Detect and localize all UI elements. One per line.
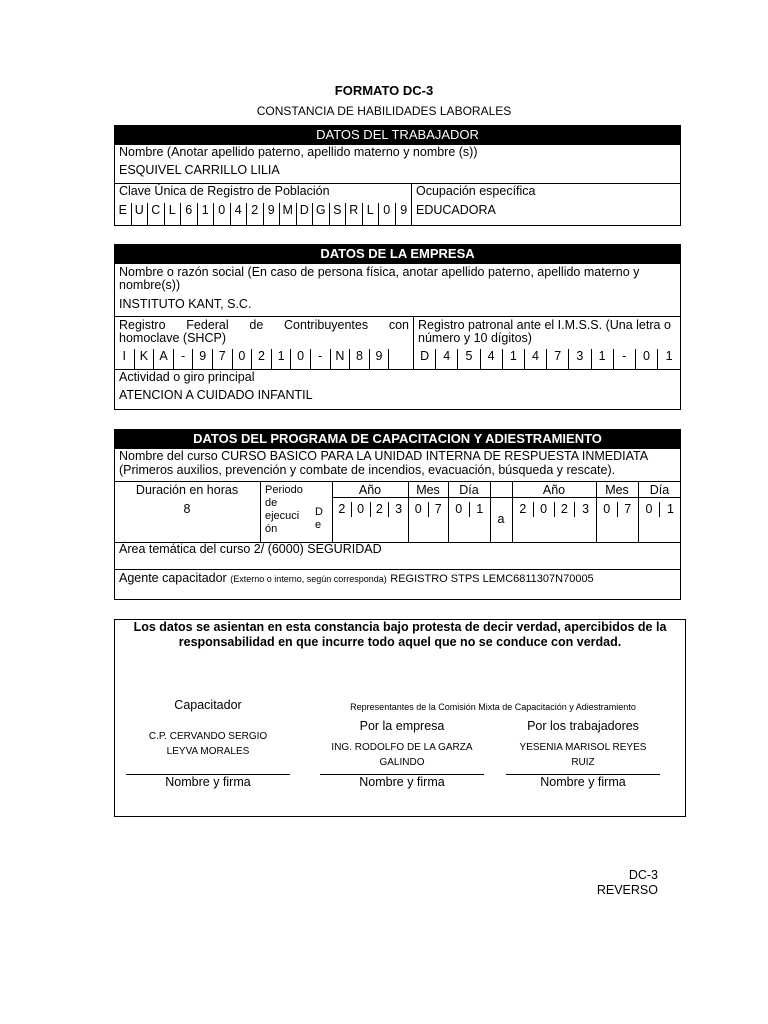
imss-label: Registro patronal ante el I.M.S.S. (Una letra o: [418, 318, 671, 332]
imss-chars-char: 4: [481, 349, 503, 369]
imss-chars-char: D: [414, 349, 436, 369]
programa-section-title: DATOS DEL PROGRAMA DE CAPACITACION Y ADIESTRAMIENTO: [114, 429, 681, 448]
rfc-chars-char: 9: [370, 349, 390, 369]
end-anio-char: 0: [534, 502, 555, 517]
curp-value: [115, 203, 412, 225]
periodo-label-2: de: [265, 497, 278, 509]
curp-chars-char: 4: [231, 203, 248, 225]
imss-chars-char: 1: [665, 349, 673, 363]
imss-chars-char: 1: [503, 349, 525, 369]
area-tematica: Área temática del curso 2/ (6000) SEGURIDAD: [119, 542, 382, 556]
imss-chars-char: -: [614, 349, 636, 369]
curp-chars-char: E: [115, 203, 132, 225]
divider: [114, 316, 681, 317]
divider: [260, 481, 261, 542]
divider: [114, 569, 681, 570]
empresa-label: Por la empresa: [359, 719, 445, 733]
start-mes-value: [409, 502, 448, 517]
rfc-label-cont: homoclave (SHCP): [119, 331, 226, 345]
curp-chars-char: 9: [264, 203, 281, 225]
start-dia-label: Día: [459, 483, 479, 497]
end-dia-char: 0: [639, 502, 660, 517]
curp-chars-char: 0: [379, 203, 396, 225]
trabajadores-name-1: YESENIA MARISOL REYES: [519, 742, 647, 753]
declaration-line-2: responsabilidad en que incurre todo aquel que no se conduce con verdad.: [178, 635, 622, 649]
curp-label: Clave Única de Registro de Población: [119, 184, 330, 198]
empresa-firma-label: Nombre y firma: [359, 775, 445, 789]
curp-chars-char: S: [330, 203, 347, 225]
nombre-value: ESQUIVEL CARRILLO LILIA: [119, 163, 280, 177]
agente-label: Agente capacitador: [119, 571, 227, 585]
end-dia-value: [639, 502, 681, 517]
trabajadores-name-2: RUIZ: [571, 757, 595, 768]
agente-capacitador: [119, 571, 594, 587]
curp-chars-char: R: [346, 203, 363, 225]
periodo-label-1: Periodo: [265, 484, 303, 496]
curp-chars-char: C: [148, 203, 165, 225]
end-mes-label: Mes: [605, 483, 629, 497]
imss-chars-char: 4: [525, 349, 547, 369]
trabajadores-label: Por los trabajadores: [527, 719, 639, 733]
razon-value: INSTITUTO KANT, S.C.: [119, 297, 252, 311]
agente-note: (Externo o interno, según corresponda): [230, 574, 387, 584]
periodo-label-3: ejecuci: [265, 510, 300, 522]
rfc-chars-char: 8: [350, 349, 370, 369]
capacitador-name-2: LEYVA MORALES: [166, 746, 250, 757]
end-mes-char: 0: [597, 502, 618, 517]
curp-chars-char: D: [297, 203, 314, 225]
capacitador-label: Capacitador: [174, 698, 242, 712]
end-mes-value: [597, 502, 638, 517]
de-label-1: D: [315, 506, 323, 518]
declaration-line-1: Los datos se asientan en esta constancia bajo protesta de decir verdad, apercibidos de la: [133, 620, 667, 634]
end-anio-label: Año: [542, 483, 566, 497]
start-anio-char: 2: [371, 502, 390, 517]
end-anio-value: [513, 502, 596, 517]
curp-chars-char: 0: [214, 203, 231, 225]
rfc-chars-char: 7: [213, 349, 233, 369]
imss-chars-char: 1: [592, 349, 614, 369]
actividad-label: Actividad o giro principal: [119, 370, 255, 384]
nombre-label: Nombre (Anotar apellido paterno, apellido materno y nombre (s)): [119, 145, 478, 159]
rfc-chars-char: [389, 349, 409, 369]
empresa-section-title: DATOS DE LA EMPRESA: [114, 244, 681, 263]
capacitador-firma-label: Nombre y firma: [165, 775, 251, 789]
curp-chars-char: L: [363, 203, 380, 225]
curp-chars-char: 1: [198, 203, 215, 225]
end-dia-label: Día: [649, 483, 670, 497]
comision-label: Representantes de la Comisión Mixta de Capacitación y Adiestramiento: [350, 702, 636, 712]
start-anio-char: 0: [352, 502, 371, 517]
start-anio-char: 3: [395, 502, 403, 516]
start-mes-char: 0: [409, 502, 429, 517]
end-anio-char: 3: [582, 502, 590, 516]
curso-name: Nombre del curso CURSO BASICO PARA LA UNIDAD INTERNA DE RESPUESTA INMEDIATA: [119, 449, 649, 463]
footer-side: REVERSO: [596, 883, 658, 897]
rfc-chars-char: A: [154, 349, 174, 369]
imss-chars-char: 4: [436, 349, 458, 369]
trabajador-section-title: DATOS DEL TRABAJADOR: [114, 125, 681, 144]
curp-chars-char: 6: [181, 203, 198, 225]
agente-value: REGISTRO STPS LEMC6811307N70005: [390, 573, 594, 585]
start-anio-label: Año: [358, 483, 382, 497]
razon-label-cont: nombre(s)): [119, 278, 181, 292]
curp-chars-char: M: [280, 203, 297, 225]
curso-description: (Primeros auxilios, prevención y combate de incendios, evacuación, búsqueda y rescate).: [119, 463, 616, 477]
start-dia-char: 1: [476, 502, 484, 516]
rfc-label: Registro Federal de Contribuyentes con: [119, 318, 409, 332]
imss-chars-char: 5: [458, 349, 480, 369]
periodo-label-4: ón: [265, 523, 278, 535]
end-dia-char: 1: [667, 502, 674, 516]
empresa-name-2: GALINDO: [379, 757, 425, 768]
actividad-value: ATENCION A CUIDADO INFANTIL: [119, 388, 313, 402]
curp-chars-char: L: [165, 203, 182, 225]
a-label: a: [497, 512, 505, 526]
curp-chars-char: 9: [400, 203, 408, 217]
rfc-chars-char: I: [115, 349, 135, 369]
rfc-chars-char: -: [174, 349, 194, 369]
curp-chars-char: U: [132, 203, 149, 225]
empresa-name-1: ING. RODOLFO DE LA GARZA: [331, 742, 473, 753]
ocupacion-value: EDUCADORA: [416, 203, 496, 217]
curp-chars-char: G: [313, 203, 330, 225]
start-anio-char: 2: [333, 502, 352, 517]
footer-code: DC-3: [628, 868, 658, 882]
duracion-value: 8: [183, 502, 191, 516]
start-dia-value: [449, 502, 490, 517]
rfc-chars-char: N: [331, 349, 351, 369]
trabajadores-firma-label: Nombre y firma: [540, 775, 626, 789]
rfc-chars-char: K: [135, 349, 155, 369]
start-anio-value: [333, 502, 408, 517]
razon-label: Nombre o razón social (En caso de persona física, anotar apellido paterno, apellido materno y: [119, 265, 640, 279]
end-mes-char: 7: [624, 502, 632, 516]
duracion-label: Duración en horas: [135, 483, 239, 497]
imss-value: [414, 349, 680, 369]
rfc-chars-char: 0: [233, 349, 253, 369]
imss-chars-char: 3: [569, 349, 591, 369]
rfc-chars-char: 1: [272, 349, 292, 369]
rfc-chars-char: 9: [193, 349, 213, 369]
start-dia-char: 0: [449, 502, 470, 517]
imss-chars-char: 0: [636, 349, 658, 369]
start-mes-char: 7: [434, 502, 442, 516]
document-title: FORMATO DC-3: [334, 83, 434, 98]
rfc-chars-char: 0: [291, 349, 311, 369]
document-subtitle: CONSTANCIA DE HABILIDADES LABORALES: [256, 104, 512, 118]
end-anio-char: 2: [513, 502, 534, 517]
rfc-value: [115, 349, 409, 369]
end-anio-char: 2: [555, 502, 576, 517]
ocupacion-label: Ocupación específica: [416, 184, 536, 198]
rfc-chars-char: -: [311, 349, 331, 369]
curp-chars-char: 2: [247, 203, 264, 225]
de-label-2: e: [315, 519, 322, 531]
imss-label-cont: número y 10 dígitos): [418, 331, 532, 345]
imss-chars-char: 7: [547, 349, 569, 369]
capacitador-name-1: C.P. CERVANDO SERGIO: [148, 731, 268, 742]
start-mes-label: Mes: [416, 483, 440, 497]
rfc-chars-char: 2: [252, 349, 272, 369]
